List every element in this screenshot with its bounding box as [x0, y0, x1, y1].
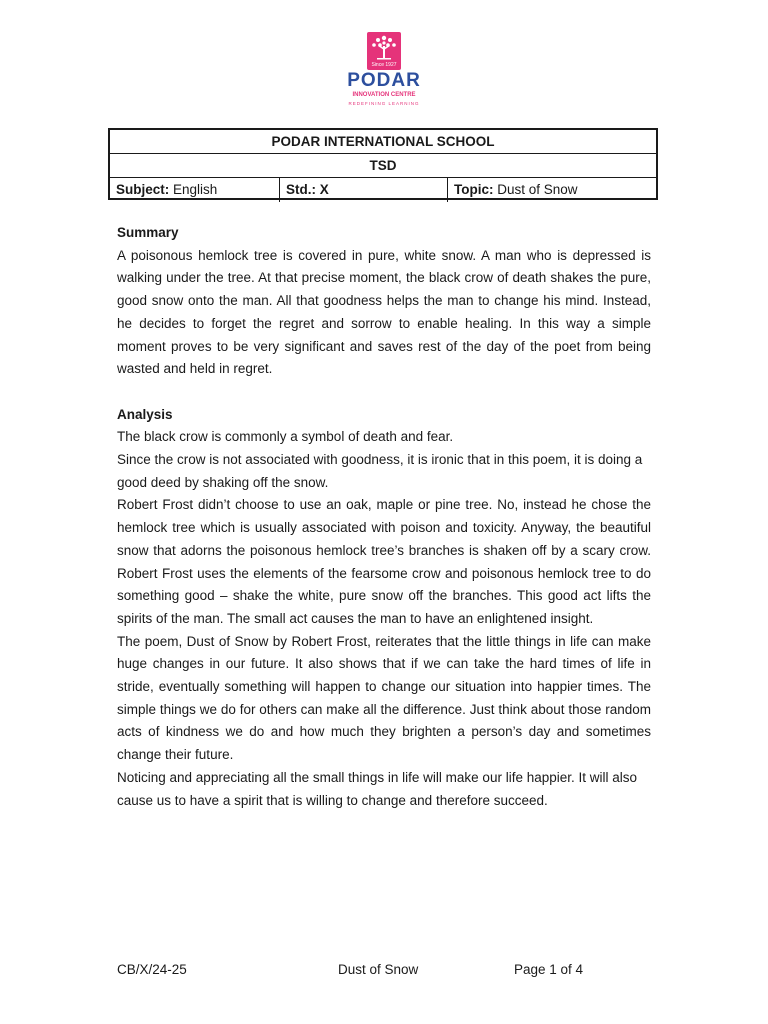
footer-title: Dust of Snow — [338, 962, 419, 977]
analysis-paragraph: Noticing and appreciating all the small things in life will make our life happier. It will also cause us to have a spirit that is willing to change and therefore succeed. — [117, 769, 638, 808]
std-label: Std.: X — [286, 182, 329, 197]
summary-text: A poisonous hemlock tree is covered in pure, white snow. A man who is depressed is walking under the tree. At that precise moment, the black crow of death shakes the pure, good snow onto the man. All that goodness helps the man to change his mind. Instead, he decides to forget the regret and sorrow to enable healing. In this way a simple moment proves to be very significant and saves rest of the day of the poet from being wasted and held in regret. — [117, 247, 651, 377]
subject-cell — [110, 178, 279, 202]
logo-tagline: REDEFINING LEARNING — [348, 101, 420, 106]
summary-heading: Summary — [117, 225, 179, 240]
topic-value: Dust of Snow — [497, 182, 578, 197]
logo-since: Since 1927 — [371, 62, 397, 68]
school-name: PODAR INTERNATIONAL SCHOOL — [110, 130, 656, 154]
header-table — [108, 128, 658, 200]
podar-logo — [334, 28, 434, 112]
analysis-paragraph: The black crow is commonly a symbol of death and fear. — [117, 429, 454, 445]
analysis-paragraph: Robert Frost didn’t choose to use an oak, maple or pine tree. No, instead he chose the hemlock tree which is usually associated with poison and toxicity. Anyway, the beautiful snow that adorns the poisonous hemlock tree’s branches is shaken off by a scary crow. Robert Frost uses the elements of the fearsome crow and poisonous hemlock tree to do something good – shake the white, pure snow off the branches. This good act lifts the spirits of the man. The small act causes the man to have an enlightened insight. — [117, 497, 651, 626]
analysis-paragraph: Since the crow is not associated with goodness, it is ironic that in this poem, it is doing a good deed by shaking off the snow. — [117, 452, 643, 490]
analysis-paragraph: The poem, Dust of Snow by Robert Frost, reiterates that the little things in life can make huge changes in our future. It also shows that if we can take the hard times of life in stride, eventually something will happen to change our situation into happier times. The simple things we do for others can make all the difference. Just think about those random acts of kindness we do and how much they brighten a person’s day and sometimes change their future. — [117, 633, 651, 763]
subject-value: English — [173, 182, 218, 197]
topic-label: Topic: — [454, 182, 494, 197]
logo-subtitle: INNOVATION CENTRE — [352, 92, 416, 98]
document-body — [117, 222, 651, 812]
analysis-heading: Analysis — [117, 406, 173, 422]
page-number: Page 1 of 4 — [514, 962, 584, 977]
meta-row — [110, 178, 656, 202]
std-cell — [279, 178, 447, 202]
logo-name: PODAR — [347, 70, 421, 91]
topic-cell — [447, 178, 656, 202]
document-type: TSD — [110, 154, 656, 178]
subject-label: Subject: — [116, 182, 170, 197]
footer-code: CB/X/24-25 — [117, 962, 187, 977]
